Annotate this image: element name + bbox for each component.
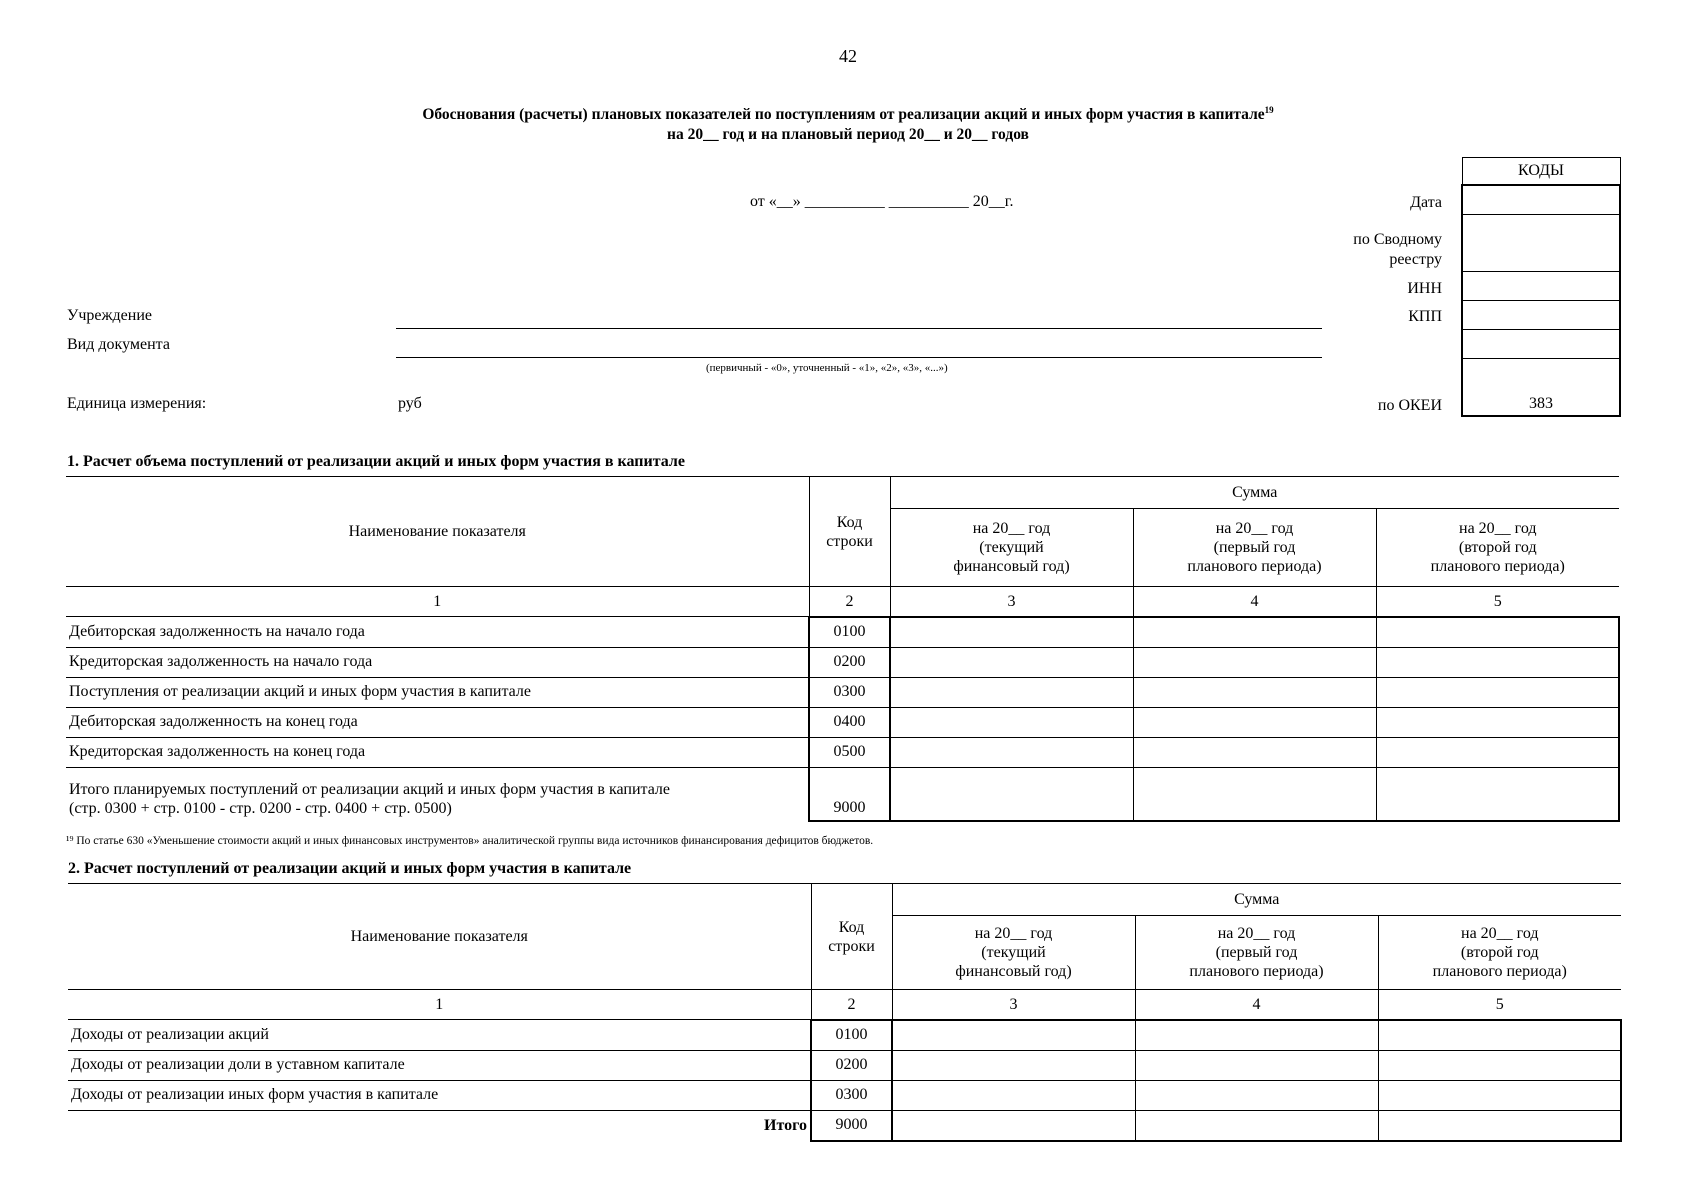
table-cell-input[interactable] (1133, 707, 1376, 737)
date-code-cell[interactable] (1462, 185, 1620, 215)
table-cell-input[interactable] (1133, 647, 1376, 677)
col-year3-header: на 20__ год (второй год планового периода) (1376, 509, 1619, 587)
doc-type-field-line[interactable] (396, 357, 1322, 358)
table-cell-input[interactable] (890, 647, 1133, 677)
table-row-name: Дебиторская задолженность на конец года (66, 707, 809, 737)
section-1-table (66, 476, 1620, 822)
table-cell-input[interactable] (892, 1080, 1135, 1110)
table-row-name: Кредиторская задолженность на конец года (66, 737, 809, 767)
table-row-code: 0500 (809, 737, 890, 767)
col-year2-header: на 20__ год (первый год планового периода) (1135, 916, 1378, 990)
table-cell-input[interactable] (1376, 737, 1619, 767)
table-cell-input[interactable] (1135, 1020, 1378, 1051)
col-number-2: 2 (809, 587, 890, 617)
col-year2-header: на 20__ год (первый год планового периода) (1133, 509, 1376, 587)
table-cell-input[interactable] (892, 1110, 1135, 1141)
table-row-total-name: Итого планируемых поступлений от реализации акций и иных форм участия в капитале (стр. 0300 + стр. 0100 - стр. 0200 - стр. 0400 + стр. 0500) (69, 781, 671, 817)
kpp-code-cell[interactable] (1462, 301, 1620, 330)
table-cell-input[interactable] (1135, 1110, 1378, 1141)
unit-value: руб (398, 395, 422, 412)
title-line-2: на 20__ год и на плановый период 20__ и 20__ годов (667, 126, 1029, 144)
section-2-table (68, 883, 1622, 1142)
col-sum-header: Сумма (890, 477, 1619, 509)
table-cell-input[interactable] (1376, 647, 1619, 677)
col-number-1: 1 (68, 990, 811, 1020)
table-cell-input[interactable] (1135, 1080, 1378, 1110)
col-number-5: 5 (1378, 990, 1621, 1020)
footnote-mark: 19 (1264, 105, 1274, 115)
section-2-title: 2. Расчет поступлений от реализации акций и иных форм участия в капитале (68, 860, 632, 877)
date-label: Дата (1410, 194, 1442, 211)
table-row-code: 0100 (809, 617, 890, 648)
col-year1-header: на 20__ год (текущий финансовый год) (890, 509, 1133, 587)
col-code-header: Код строки (811, 884, 892, 990)
footnote: ¹⁹ По статье 630 «Уменьшение стоимости акций и иных финансовых инструментов» аналитической группы вида источников финансирования дефицитов бюджетов. (66, 835, 874, 847)
table-cell-input[interactable] (1133, 617, 1376, 648)
table-cell-input[interactable] (1135, 1050, 1378, 1080)
kpp-label: КПП (1408, 308, 1442, 325)
col-number-4: 4 (1135, 990, 1378, 1020)
doc-type-label: Вид документа (67, 336, 170, 353)
page-number: 42 (839, 46, 857, 66)
okei-code-cell: 383 (1462, 359, 1620, 417)
inn-code-cell[interactable] (1462, 272, 1620, 301)
col-number-2: 2 (811, 990, 892, 1020)
date-line: от «__» __________ __________ 20__г. (750, 193, 1014, 210)
table-row-code: 0300 (811, 1080, 892, 1110)
col-number-3: 3 (890, 587, 1133, 617)
registry-label-1: по Сводному (1353, 231, 1442, 248)
table-row-name: Доходы от реализации иных форм участия в капитале (68, 1080, 811, 1110)
col-code-header: Код строки (809, 477, 890, 587)
table-cell-input[interactable] (892, 1020, 1135, 1051)
table-row-code: 0300 (809, 677, 890, 707)
doc-type-code-cell[interactable] (1462, 330, 1620, 359)
codes-header: КОДЫ (1462, 158, 1620, 186)
table-cell-input[interactable] (1133, 737, 1376, 767)
table-row-code: 0400 (809, 707, 890, 737)
table-row-code: 0200 (811, 1050, 892, 1080)
table-cell-input[interactable] (1376, 677, 1619, 707)
institution-field-line[interactable] (396, 328, 1322, 329)
table-cell-input[interactable] (1376, 617, 1619, 648)
table-cell-input[interactable] (1133, 767, 1376, 821)
codes-box (1461, 157, 1621, 417)
okei-label: по ОКЕИ (1377, 397, 1442, 414)
section-1-title: 1. Расчет объема поступлений от реализации акций и иных форм участия в капитале (67, 453, 685, 470)
table-cell-input[interactable] (1376, 707, 1619, 737)
table-row-name: Доходы от реализации доли в уставном капитале (68, 1050, 811, 1080)
registry-code-cell[interactable] (1462, 215, 1620, 272)
col-number-1: 1 (66, 587, 809, 617)
table-cell-input[interactable] (1378, 1110, 1621, 1141)
col-name-header: Наименование показателя (66, 477, 809, 587)
title-line-1: Обоснования (расчеты) плановых показателей по поступлениям от реализации акций и иных форм участия в капитале (422, 106, 1265, 124)
inn-label: ИНН (1407, 280, 1442, 297)
table-cell-input[interactable] (1376, 767, 1619, 821)
col-number-4: 4 (1133, 587, 1376, 617)
col-sum-header: Сумма (892, 884, 1621, 916)
table-row-total-code: 9000 (809, 767, 890, 821)
table-row-code: 0200 (809, 647, 890, 677)
table-row-name: Поступления от реализации акций и иных форм участия в капитале (66, 677, 809, 707)
table-row-total-code: 9000 (811, 1110, 892, 1141)
unit-label: Единица измерения: (67, 395, 207, 412)
table-cell-input[interactable] (1378, 1080, 1621, 1110)
col-year1-header: на 20__ год (текущий финансовый год) (892, 916, 1135, 990)
col-number-3: 3 (892, 990, 1135, 1020)
table-cell-input[interactable] (892, 1050, 1135, 1080)
col-name-header: Наименование показателя (68, 884, 811, 990)
col-year3-header: на 20__ год (второй год планового периода) (1378, 916, 1621, 990)
table-row-name: Кредиторская задолженность на начало года (66, 647, 809, 677)
table-cell-input[interactable] (1378, 1020, 1621, 1051)
table-cell-input[interactable] (1133, 677, 1376, 707)
document-title (200, 100, 1496, 145)
table-row-name: Дебиторская задолженность на начало года (66, 617, 809, 648)
total-label: Итого (764, 1116, 807, 1134)
table-cell-input[interactable] (890, 767, 1133, 821)
col-number-5: 5 (1376, 587, 1619, 617)
table-cell-input[interactable] (1378, 1050, 1621, 1080)
table-row-code: 0100 (811, 1020, 892, 1051)
table-cell-input[interactable] (890, 617, 1133, 648)
registry-label-2: реестру (1389, 251, 1442, 268)
institution-label: Учреждение (67, 307, 152, 324)
table-cell-input[interactable] (890, 677, 1133, 707)
table-cell-input[interactable] (890, 707, 1133, 737)
doc-type-hint: (первичный - «0», уточненный - «1», «2», «3», «...») (706, 362, 948, 374)
table-cell-input[interactable] (890, 737, 1133, 767)
table-row-name: Доходы от реализации акций (68, 1020, 811, 1051)
